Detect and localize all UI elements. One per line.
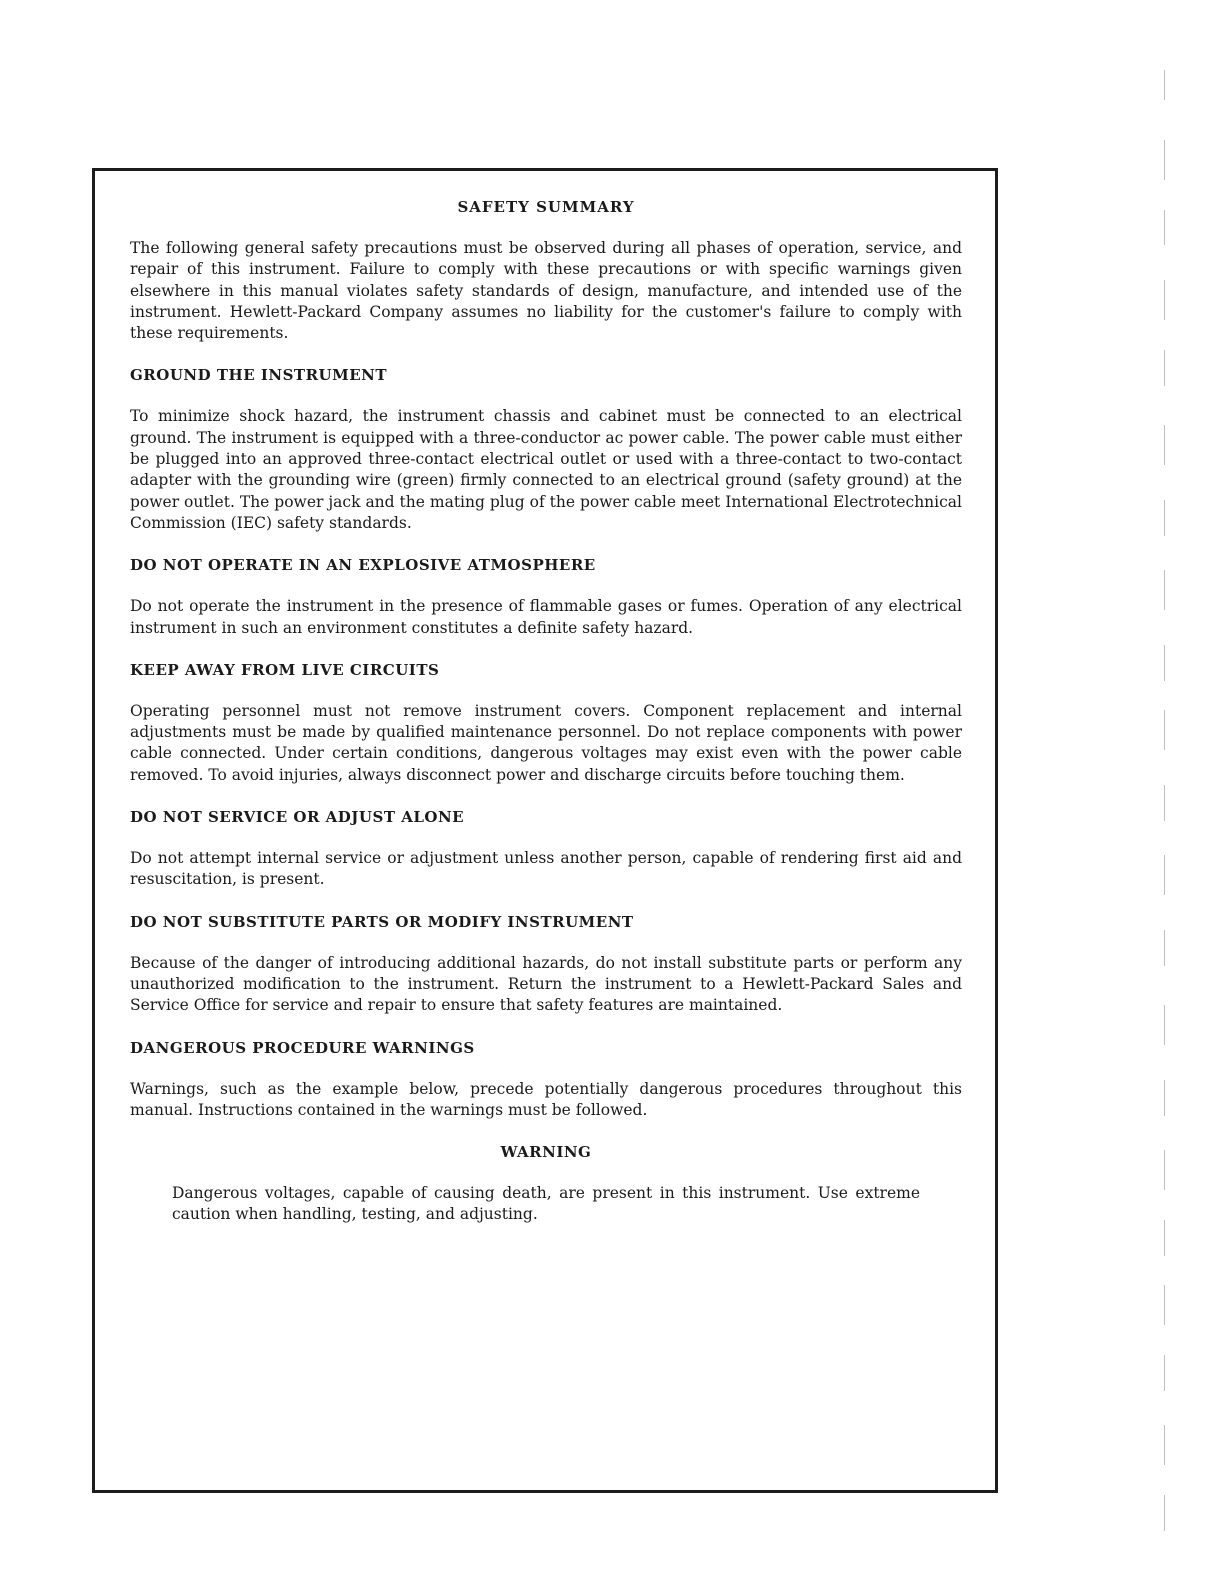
section-body-service-alone: Do not attempt internal service or adjustment unless another person, capable of rendering first aid and resuscitation, is present. [130, 849, 962, 889]
section-body-procedure-warnings: Warnings, such as the example below, precede potentially dangerous procedures throughout this manual. Instructions contained in the warnings must be followed. [130, 1079, 962, 1119]
section-body-ground: To minimize shock hazard, the instrument chassis and cabinet must be connected to an electrical ground. The instrument is equipped with a three-conductor ac power cable. The power cable must either be plugged into an approved three-contact electrical outlet or used with a three-contact to two-contact adapter with the grounding wire (green) firmly connected to an electrical ground (safety ground) at the power outlet. The power jack and the mating plug of the power cable meet International Electrotechnical Commission (IEC) safety standards. [130, 407, 962, 532]
section-body-live-circuits: Operating personnel must not remove instrument covers. Component replacement and internal adjustments must be made by qualified maintenance personnel. Do not replace components with power cable connected. Under certain conditions, dangerous voltages may exist even with the power cable removed. To avoid injuries, always disconnect power and discharge circuits before touching them. [130, 701, 962, 784]
section-heading-service-alone: DO NOT SERVICE OR ADJUST ALONE [130, 808, 465, 827]
scan-edge-marks [1160, 70, 1174, 1550]
warning-body: Dangerous voltages, capable of causing death, are present in this instrument. Use extreme caution when handling, testing, and adjusting. [172, 1184, 920, 1224]
section-heading-live-circuits: KEEP AWAY FROM LIVE CIRCUITS [130, 660, 440, 679]
intro-paragraph: The following general safety precautions must be observed during all phases of operation, service, and repair of this instrument. Failure to comply with these precautions or with specific warnings given elsewhere in this manual violates safety standards of design, manufacture, and intended use of the instrument. Hewlett-Packard Company assumes no liability for the customer's failure to comply with these requirements. [130, 239, 962, 343]
section-heading-substitute-parts: DO NOT SUBSTITUTE PARTS OR MODIFY INSTRUMENT [130, 912, 634, 931]
section-heading-ground: GROUND THE INSTRUMENT [130, 366, 388, 385]
section-heading-procedure-warnings: DANGEROUS PROCEDURE WARNINGS [130, 1038, 475, 1057]
warning-title: WARNING [500, 1143, 592, 1162]
page-title: SAFETY SUMMARY [457, 198, 635, 216]
section-heading-explosive: DO NOT OPERATE IN AN EXPLOSIVE ATMOSPHERE [130, 556, 596, 575]
section-body-explosive: Do not operate the instrument in the presence of flammable gases or fumes. Operation of any electrical instrument in such an environment constitutes a definite safety hazard. [130, 597, 962, 637]
section-body-substitute-parts: Because of the danger of introducing additional hazards, do not install substitute parts or perform any unauthorized modification to the instrument. Return the instrument to a Hewlett-Packard Sales and Service Office for service and repair to ensure that safety features are maintained. [130, 953, 962, 1015]
safety-summary [130, 198, 962, 1226]
